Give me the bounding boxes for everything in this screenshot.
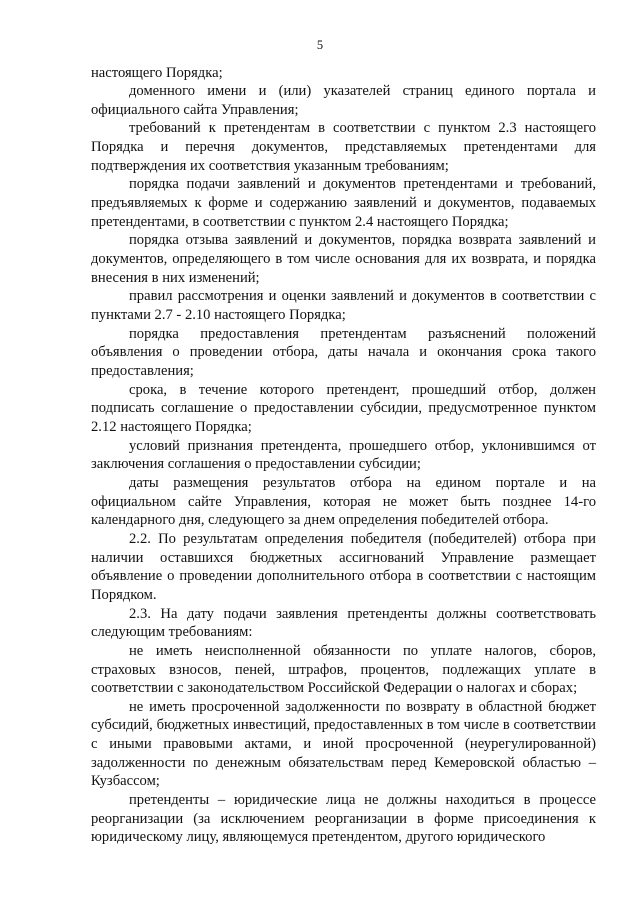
paragraph: не иметь неисполненной обязанности по уплате налогов, сборов, страховых взносов, пеней, штрафов, процентов, подлежащих уплате в соответствии с законодательством Российской Федерации о налогах и сборах; [91,642,596,697]
paragraph: 2.3. На дату подачи заявления претенденты должны соответствовать следующим требованиям: [91,605,596,641]
paragraph: порядка подачи заявлений и документов претендентами и требований, предъявляемых к форме и содержанию заявлений и документов, подаваемых претендентами, в соответствии с пунктом 2.4 настоящего Порядка; [91,176,596,230]
paragraph: 2.2. По результатам определения победителя (победителей) отбора при наличии оставшихся бюджетных ассигнований Управление размещает объявление о проведении дополнительного отбора в соответствии с настоящим Порядком. [91,530,596,603]
paragraph: порядка предоставления претендентам разъяснений положений объявления о проведении отбора, даты начала и окончания срока такого предоставления; [91,325,596,379]
paragraph: порядка отзыва заявлений и документов, порядка возврата заявлений и документов, определяющего в том числе основания для их возврата, и порядка внесения в них изменений; [91,232,596,286]
paragraph: претенденты – юридические лица не должны находиться в процессе реорганизации (за исключением реорганизации в форме присоединения к юридическому лицу, являющемуся претендентом, другого юридического [91,792,596,846]
paragraph: не иметь просроченной задолженности по возврату в областной бюджет субсидий, бюджетных инвестиций, предоставленных в том числе в соответствии с иными правовыми актами, и иной просроченной (неурегулированной) задолженности по денежным обязательствам перед Кемеровской областью – Кузбассом; [91,698,596,790]
paragraph: даты размещения результатов отбора на едином портале и на официальном сайте Управления, которая не может быть позднее 14-го календарного дня, следующего за днем определения победителей отбора. [91,474,596,529]
paragraph: настоящего Порядка; [91,64,223,81]
paragraph: требований к претендентам в соответствии с пунктом 2.3 настоящего Порядка и перечня документов, представляемых претендентами для подтверждения их соответствия указанным требованиям; [91,120,596,174]
paragraph: доменного имени и (или) указателей страниц единого портала и официального сайта Управления; [91,83,596,118]
page-number: 5 [316,38,324,52]
paragraph: правил рассмотрения и оценки заявлений и документов в соответствии с пунктами 2.7 - 2.10 настоящего Порядка; [91,288,596,324]
paragraph: срока, в течение которого претендент, прошедший отбор, должен подписать соглашение о предоставлении субсидии, предусмотренное пунктом 2.12 настоящего Порядка; [91,381,596,435]
document-body [91,64,596,848]
paragraph: условий признания претендента, прошедшего отбор, уклонившимся от заключения соглашения о предоставлении субсидии; [91,437,596,473]
